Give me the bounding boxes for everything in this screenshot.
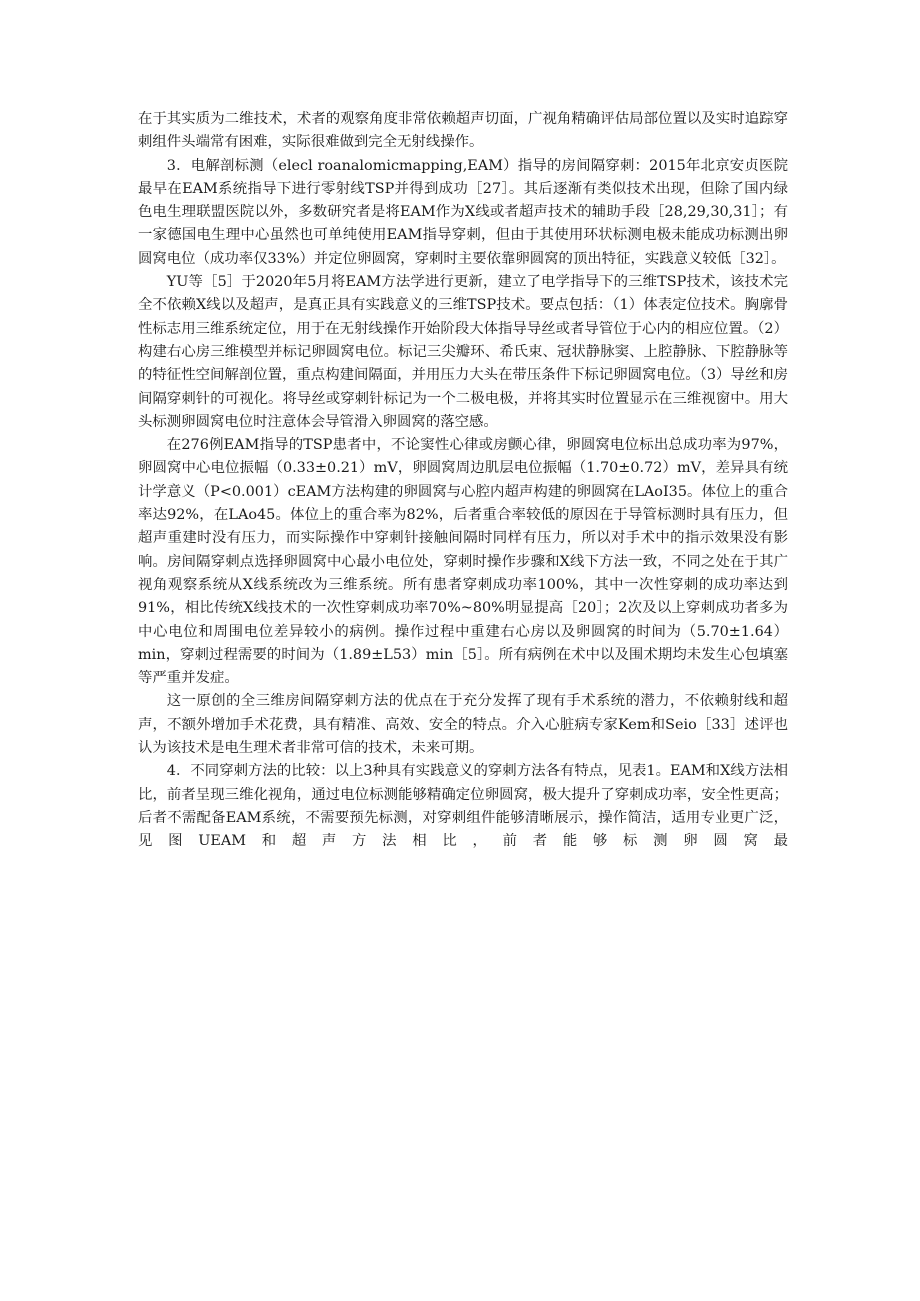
paragraph-3: YU等［5］于2020年5月将EAM方法学进行更新，建立了电学指导下的三维TSP技术，该技术完全不依赖X线以及超声，是真正具有实践意义的三维TSP技术。要点包括：（1）体表定位技术。胸廓骨性标志用三维系统定位，用于在无射线操作开始阶段大体指导导丝或者导管位于心内的相应位置。（2）构建右心房三维模型并标记卵圆窝电位。标记三尖瓣环、希氏束、冠状静脉窦、上腔静脉、下腔静脉等的特征性空间解剖位置，重点构建间隔面，并用压力大头在带压条件下标记卵圆窝电位。（3）导丝和房间隔穿刺针的可视化。将导丝或穿刺针标记为一个二极电极，并将其实时位置显示在三维视窗中。用大头标测卵圆窝电位时注意体会导管滑入卵圆窝的落空感。 <box>138 274 788 430</box>
paragraph-1: 在于其实质为二维技术，术者的观察角度非常依赖超声切面，广视角精确评估局部位置以及实时追踪穿刺组件头端常有困难，实际很难做到完全无射线操作。 <box>138 111 788 151</box>
paragraph-5: 这一原创的全三维房间隔穿刺方法的优点在于充分发挥了现有手术系统的潜力，不依赖射线和超声，不额外增加手术花费，具有精准、高效、安全的特点。介入心脏病专家Kem和Seio［33］述评也认为该技术是电生理术者非常可信的技术，未来可期。 <box>138 693 788 757</box>
paragraph-4: 在276例EAM指导的TSP患者中，不论窦性心律或房颤心律，卵圆窝电位标出总成功率为97%，卵圆窝中心电位振幅（0.33±0.21）mV，卵圆窝周边肌层电位振幅（1.70±0.72）mV，差异具有统计学意义（P<0.001）cEAM方法构建的卵圆窝与心腔内超声构建的卵圆窝在LAoI35。体位上的重合率达92%，在LAo45。体位上的重合率为82%，后者重合率较低的原因在于导管标测时具有压力，但超声重建时没有压力，而实际操作中穿刺针接触间隔时同样有压力，所以对手术中的指示效果没有影响。房间隔穿刺点选择卵圆窝中心最小电位处，穿刺时操作步骤和X线下方法一致，不同之处在于其广视角观察系统从X线系统改为三维系统。所有患者穿刺成功率100%，其中一次性穿刺的成功率达到91%，相比传统X线技术的一次性穿刺成功率70%~80%明显提高［20］；2次及以上穿刺成功者多为中心电位和周围电位差异较小的病例。操作过程中重建右心房以及卵圆窝的时间为（5.70±1.64）min，穿刺过程需要的时间为（1.89±L53）min［5］。所有病例在术中以及围术期均未发生心包填塞等严重并发症。 <box>138 437 788 687</box>
document-body <box>138 108 788 854</box>
paragraph-6: 4．不同穿刺方法的比较：以上3种具有实践意义的穿刺方法各有特点，见表1。EAM和X线方法相比，前者呈现三维化视角，通过电位标测能够精确定位卵圆窝，极大提升了穿刺成功率，安全性更高；后者不需配备EAM系统，不需要预先标测，对穿刺组件能够清晰展示，操作简洁，适用专业更广泛，见图UEAM和超声方法相比，前者能够标测卵圆窝最 <box>138 763 788 850</box>
paragraph-2: 3．电解剖标测（elecl roanalomicmapping,EAM）指导的房间隔穿刺：2015年北京安贞医院最早在EAM系统指导下进行零射线TSP并得到成功［27］。其后逐渐有类似技术出现，但除了国内绿色电生理联盟医院以外，多数研究者是将EAM作为X线或者超声技术的辅助手段［28,29,30,31］；有一家德国电生理中心虽然也可单纯使用EAM指导穿刺，但由于其使用环状标测电极未能成功标测出卵圆窝电位（成功率仅33%）并定位卵圆窝，穿刺时主要依靠卵圆窝的顶出特征，实践意义较低［32］。 <box>138 157 788 267</box>
